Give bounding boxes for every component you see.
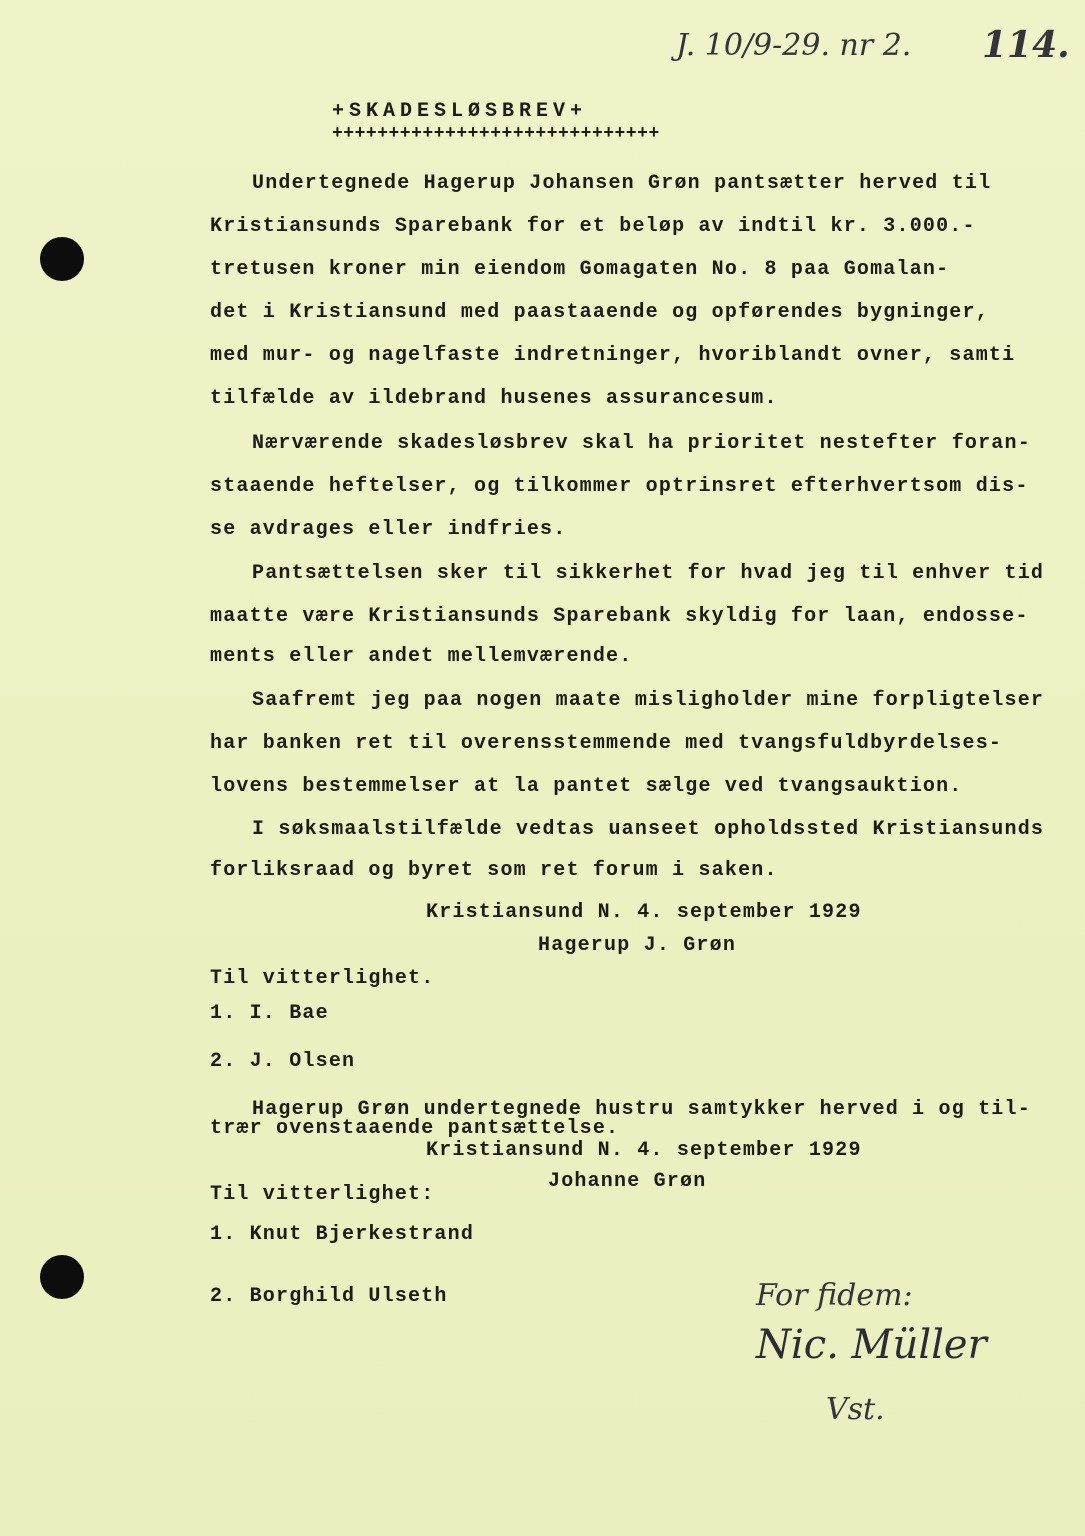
- witness-line: 2. Borghild Ulseth: [210, 1285, 448, 1308]
- witness-line: 1. I. Bae: [210, 1002, 329, 1025]
- body-line: har banken ret til overensstemmende med tvangsfuldbyrdelses-: [210, 732, 1003, 755]
- body-line: med mur- og nagelfaste indretninger, hvoriblandt ovner, samti: [210, 344, 1016, 367]
- body-line: staaende heftelser, og tilkommer optrinsret efterhvertsom dis-: [210, 475, 1029, 498]
- consent-line: trær ovenstaaende pantsættelse.: [210, 1117, 620, 1140]
- body-line: se avdrages eller indfries.: [210, 518, 567, 541]
- title-underline: +++++++++++++++++++++++++++++: [332, 124, 660, 144]
- signer-name: Johanne Grøn: [548, 1170, 707, 1193]
- body-line: Kristiansunds Sparebank for et beløp av indtil kr. 3.000.-: [210, 215, 976, 238]
- page-number: 114.: [982, 24, 1070, 66]
- notary-annotation: For fidem:: [756, 1278, 913, 1313]
- body-line: forliksraad og byret som ret forum i saken.: [210, 859, 778, 882]
- signer-name: Hagerup J. Grøn: [538, 934, 737, 957]
- body-line: Pantsættelsen sker til sikkerhet for hvad jeg til enhver tid: [252, 562, 1045, 585]
- body-line: Undertegnede Hagerup Johansen Grøn pantsætter herved til: [252, 172, 992, 195]
- body-line: det i Kristiansund med paastaaende og opførendes bygninger,: [210, 301, 989, 324]
- consent-line: Hagerup Grøn undertegnede hustru samtykker herved i og til-: [252, 1098, 1031, 1121]
- body-line: Saafremt jeg paa nogen maate misligholder mine forpligtelser: [252, 689, 1045, 712]
- notary-abbrev: Vst.: [826, 1392, 885, 1427]
- body-line: I søksmaalstilfælde vedtas uanseet opholdssted Kristiansunds: [252, 818, 1045, 841]
- document-title: +SKADESLØSBREV+: [332, 100, 588, 123]
- body-line: Nærværende skadesløsbrev skal ha prioritet nestefter foran-: [252, 432, 1031, 455]
- place-date: Kristiansund N. 4. september 1929: [426, 901, 862, 924]
- place-date: Kristiansund N. 4. september 1929: [426, 1139, 862, 1162]
- notary-signature: Nic. Müller: [756, 1322, 987, 1368]
- reference-note: J. 10/9-29. nr 2.: [676, 28, 912, 63]
- body-line: tilfælde av ildebrand husenes assurancesum.: [210, 387, 778, 410]
- witness-line: 2. J. Olsen: [210, 1050, 356, 1073]
- punch-hole-bottom: [40, 1255, 84, 1299]
- witness-heading: Til vitterlighet.: [210, 967, 435, 990]
- punch-hole-top: [40, 237, 84, 281]
- body-line: lovens bestemmelser at la pantet sælge ved tvangsauktion.: [210, 775, 963, 798]
- body-line: maatte være Kristiansunds Sparebank skyldig for laan, endosse-: [210, 605, 1029, 628]
- witness-line: 1. Knut Bjerkestrand: [210, 1223, 475, 1246]
- witness-heading: Til vitterlighet:: [210, 1183, 435, 1206]
- body-line: tretusen kroner min eiendom Gomagaten No. 8 paa Gomalan-: [210, 258, 950, 281]
- body-line: ments eller andet mellemværende.: [210, 645, 633, 668]
